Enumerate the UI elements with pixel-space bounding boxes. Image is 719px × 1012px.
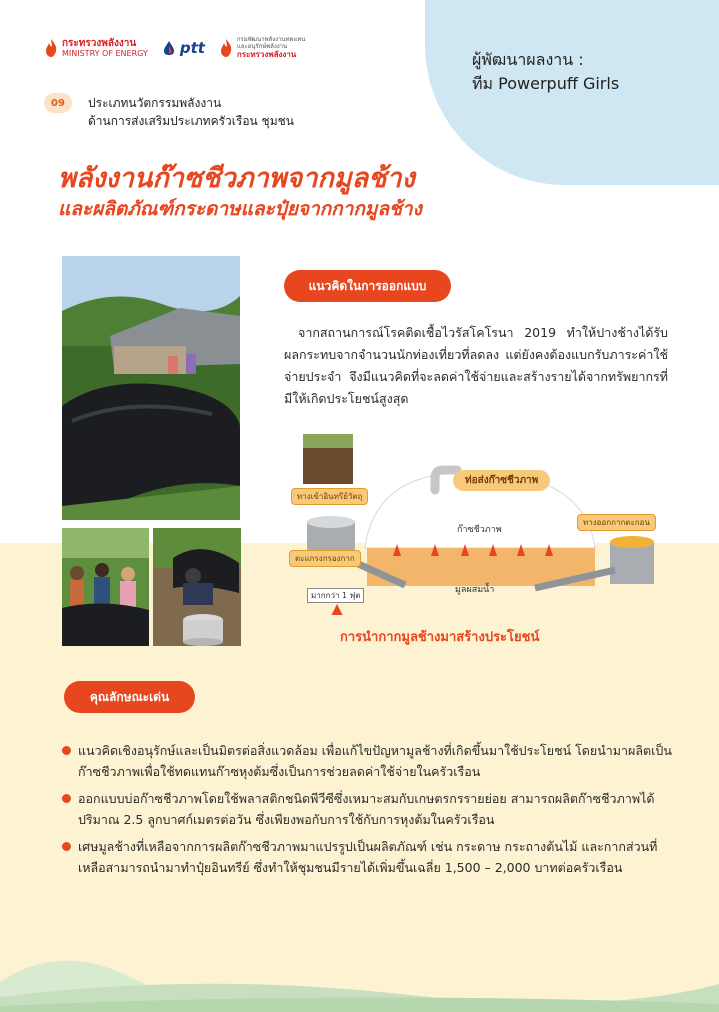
feature-item <box>62 788 672 830</box>
ministry-name-th: กระทรวงพลังงาน <box>62 37 137 49</box>
flame-icon <box>219 38 233 58</box>
category <box>88 94 294 130</box>
bucket-photo <box>153 528 241 646</box>
design-heading: แนวคิดในการออกแบบ <box>284 270 451 302</box>
feature-text: ออกแบบบ่อก๊าซชีวภาพโดยใช้พลาสติกชนิดพีวีซีซึ่งเหมาะสมกับเกษตรกรรายย่อย สามารถผลิตก๊าซชีวภาพได้ปริมาณ 2.5 ลูกบาศก์เมตรต่อวัน ซึ่งเพียงพอกับการใช้กับการหุงต้มในครัวเรือน <box>78 791 655 827</box>
dede-logo <box>219 36 305 60</box>
bullet-icon <box>62 746 71 755</box>
entry-number-badge: 09 <box>44 93 72 113</box>
dept-line-2: และอนุรักษ์พลังงาน <box>236 43 288 51</box>
feature-text: แนวคิดเชิงอนุรักษ์และเป็นมิตรต่อสิ่งแวดล้อม เพื่อแก้ไขปัญหามูลช้างที่เกิดขึ้นมาใช้ประโยชน์ โดยนำมาผลิตเป็นก๊าซชีวภาพเพื่อใช้ทดแทนก๊าซหุงต้มซึ่งเป็นการช่วยลดค่าใช้จ่ายในครัวเรือน <box>78 743 672 779</box>
bullet-icon <box>62 794 71 803</box>
outlet-label: ทางออกกากตะกอน <box>577 514 656 531</box>
title-line-1: พลังงานก๊าซชีวภาพจากมูลช้าง <box>58 163 415 194</box>
ptt-logo <box>162 39 205 57</box>
ministry-logo <box>44 38 148 59</box>
design-text: จากสถานการณ์โรคติดเชื้อไวรัสโคโรนา 2019 ทำให้ปางช้างได้รับผลกระทบจากจำนวนนักท่องเที่ยวที่ลดลง แต่ยังคงต้องแบกรับภาระค่าใช้จ่ายประจำ จึงมีแนวคิดที่จะลดค่าใช้จ่ายและสร้างรายได้จากทรัพยากรที่มีให้เกิดประโยชน์สูงสุด <box>284 325 668 406</box>
gas-label: ก๊าซชีวภาพ <box>457 525 502 535</box>
biogas-bag-photo <box>62 256 240 520</box>
biogas-diagram <box>285 430 680 615</box>
category-line-1: ประเภทนวัตกรรมพลังงาน <box>88 96 222 110</box>
feature-item <box>62 836 672 878</box>
inlet-label: ทางเข้าอินทรีย์วัตถุ <box>291 488 368 505</box>
ptt-name: ptt <box>179 38 205 57</box>
title-line-2: และผลิตภัณฑ์กระดาษและปุ๋ยจากกากมูลช้าง <box>58 198 422 220</box>
features-list <box>62 740 672 884</box>
flame-icon <box>44 38 58 58</box>
logo-bar <box>44 36 305 60</box>
diagram-caption: การนำกากมูลช้างมาสร้างประโยชน์ <box>340 630 540 645</box>
pipe-label: ท่อส่งก๊าซชีวภาพ <box>453 470 550 491</box>
depth-label: มากกว่า 1 ฟุต <box>307 588 364 603</box>
dept-line-1: กรมพัฒนาพลังงานทดแทน <box>236 36 306 43</box>
caption-arrow <box>331 604 343 615</box>
mixture-label: มูลผสมน้ำ <box>455 585 495 595</box>
filter-label: ตะแกรงกรองกาก <box>289 550 361 567</box>
ministry-name-en: MINISTRY OF ENERGY <box>62 49 148 59</box>
bullet-icon <box>62 842 71 851</box>
dept-line-3: กระทรวงพลังงาน <box>236 50 297 60</box>
ptt-drop-icon <box>162 40 176 56</box>
feature-item <box>62 740 672 782</box>
workers-photo <box>62 528 149 646</box>
hills-decoration <box>0 922 719 1012</box>
feature-text: เศษมูลช้างที่เหลือจากการผลิตก๊าซชีวภาพมาแปรรูปเป็นผลิตภัณฑ์ เช่น กระดาษ กระถางต้นไม้ และกากส่วนที่เหลือสามารถนำมาทำปุ๋ยอินทรีย์ ซึ่งทำให้ชุมชนมีรายได้เพิ่มขึ้นเฉลี่ย 1,500 – 2,000 บาทต่อครัวเรือน <box>78 839 658 875</box>
features-heading: คุณลักษณะเด่น <box>64 681 195 713</box>
developer-info <box>472 48 619 96</box>
developer-team: ทีม Powerpuff Girls <box>472 74 620 93</box>
outlet-tank <box>610 542 654 584</box>
developer-label: ผู้พัฒนาผลงาน : <box>472 50 584 69</box>
category-line-2: ด้านการส่งเสริมประเภทครัวเรือน ชุมชน <box>88 114 294 128</box>
page-title <box>58 162 422 222</box>
